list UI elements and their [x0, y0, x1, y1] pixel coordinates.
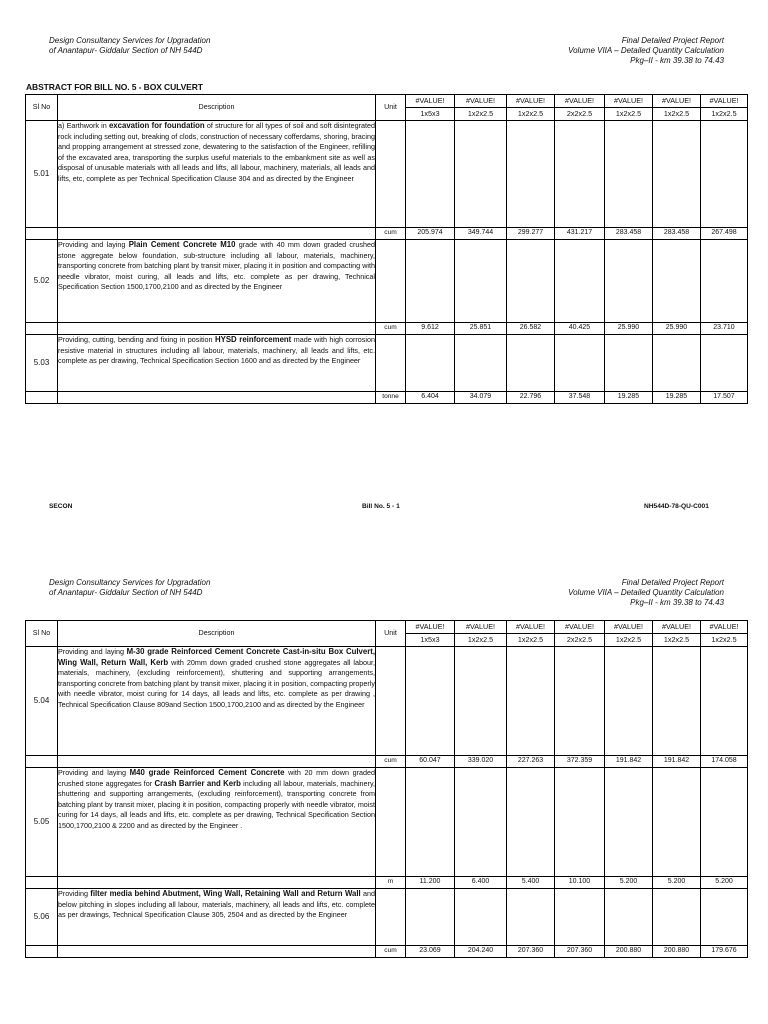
quantity-cell: 19.285 [605, 392, 653, 404]
item-keyword: excavation for foundation [108, 121, 205, 130]
quantity-cell: 5.200 [701, 877, 748, 889]
quantity-row-5-02 [26, 323, 748, 335]
header-project-line2: of Anantapur- Giddalur Section of NH 544D [49, 588, 203, 597]
quantity-row-5-03 [26, 392, 748, 404]
col-header-slno: Sl No [26, 95, 58, 121]
col-header-description: Description [58, 621, 376, 647]
boq-table-page-1 [25, 94, 748, 404]
quantity-cell: 283.458 [605, 228, 653, 240]
header-report-line3: Pkg–II - km 39.38 to 74.43 [630, 598, 724, 607]
quantity-cell: 6.400 [455, 877, 507, 889]
quantity-cell: 40.425 [555, 323, 605, 335]
item-keyword: filter media behind Abutment, Wing Wall, Retaining Wall and Return Wall [90, 889, 361, 898]
col-header-value: #VALUE! [555, 621, 605, 634]
item-keyword-secondary: Crash Barrier and Kerb [154, 778, 241, 788]
quantity-cell: 179.676 [701, 946, 748, 958]
header-project-line1: Design Consultancy Services for Upgradation [49, 36, 211, 45]
col-header-value: #VALUE! [555, 95, 605, 108]
item-keyword: M-30 grade Reinforced Cement Concrete Cast-in-situ Box Culvert, Wing Wall, Return Wall, Kerb [58, 647, 375, 667]
quantity-cell: 25.990 [653, 323, 701, 335]
col-header-size: 2x2x2.5 [555, 634, 605, 647]
quantity-cell: 174.058 [701, 756, 748, 768]
quantity-row-5-06 [26, 946, 748, 958]
abstract-title: ABSTRACT FOR BILL NO. 5 - BOX CULVERT [26, 82, 203, 92]
quantity-cell: 191.842 [605, 756, 653, 768]
col-header-description: Description [58, 95, 376, 121]
col-header-size: 1x5x3 [406, 634, 455, 647]
item-row-5-04 [26, 647, 748, 756]
quantity-cell: 200.880 [653, 946, 701, 958]
quantity-cell: 17.507 [701, 392, 748, 404]
quantity-cell: 339.020 [455, 756, 507, 768]
item-slno: 5.05 [26, 768, 58, 877]
col-header-size: 1x5x3 [406, 108, 455, 121]
quantity-cell: 283.458 [653, 228, 701, 240]
col-header-slno: Sl No [26, 621, 58, 647]
item-unit: cum [376, 946, 406, 958]
quantity-row-5-01 [26, 228, 748, 240]
col-header-size: 1x2x2.5 [507, 108, 555, 121]
quantity-cell: 5.200 [605, 877, 653, 889]
col-header-size: 1x2x2.5 [605, 108, 653, 121]
footer-bill-page: Bill No. 5 - 1 [362, 503, 400, 510]
quantity-cell: 207.360 [555, 946, 605, 958]
quantity-cell: 227.263 [507, 756, 555, 768]
quantity-cell: 22.796 [507, 392, 555, 404]
col-header-unit: Unit [376, 621, 406, 647]
quantity-cell: 299.277 [507, 228, 555, 240]
col-header-size: 2x2x2.5 [555, 108, 605, 121]
col-header-size: 1x2x2.5 [653, 108, 701, 121]
item-slno: 5.03 [26, 335, 58, 392]
quantity-cell: 25.851 [455, 323, 507, 335]
quantity-cell: 204.240 [455, 946, 507, 958]
item-description: Providing and laying M40 grade Reinforced Cement Concrete with 20 mm down graded crushed stone aggregates for Crash Barrier and Kerb including all labour, materials, machinery, shuttering and supporting arrangements, (excluding reinforcement), transporting concrete from batching plant by transit mixer, placing it in position, compacting properly with needle vibrator, moist curing for 14 days, all leads and lifts, etc. complete as per drawing, Technical Specification Section 1500,1700,2100 & 2200 and as directed by the Engineer . [58, 768, 376, 877]
col-header-unit: Unit [376, 95, 406, 121]
header-report-line1: Final Detailed Project Report [621, 36, 724, 45]
item-unit: cum [376, 228, 406, 240]
item-keyword: M40 grade Reinforced Cement Concrete [129, 768, 285, 777]
header-project-line2: of Anantapur- Giddalur Section of NH 544D [49, 46, 203, 55]
quantity-cell: 25.990 [605, 323, 653, 335]
col-header-value: #VALUE! [701, 95, 748, 108]
quantity-cell: 205.974 [406, 228, 455, 240]
item-unit: m [376, 877, 406, 889]
col-header-size: 1x2x2.5 [701, 634, 748, 647]
boq-table-page-2 [25, 620, 748, 958]
item-slno: 5.01 [26, 121, 58, 228]
header-left [49, 578, 210, 598]
quantity-cell: 10.100 [555, 877, 605, 889]
col-header-value: #VALUE! [406, 621, 455, 634]
item-description: Providing, cutting, bending and fixing in position HYSD reinforcement made with high corrosion resistive material in structures including all labour, materials, machinery, all leads and lifts, etc. complete as per drawing, Technical Specification Section 1600 and as directed by the Engineer [58, 335, 376, 392]
quantity-cell: 207.360 [507, 946, 555, 958]
quantity-cell: 9.612 [406, 323, 455, 335]
item-unit: cum [376, 323, 406, 335]
col-header-size: 1x2x2.5 [455, 108, 507, 121]
header-right [568, 578, 724, 608]
item-row-5-05 [26, 768, 748, 877]
quantity-cell: 19.285 [653, 392, 701, 404]
quantity-row-5-04 [26, 756, 748, 768]
item-unit: tonne [376, 392, 406, 404]
item-row-5-03 [26, 335, 748, 392]
col-header-value: #VALUE! [653, 621, 701, 634]
col-header-value: #VALUE! [406, 95, 455, 108]
quantity-cell: 23.710 [701, 323, 748, 335]
col-header-value: #VALUE! [653, 95, 701, 108]
item-keyword: Plain Cement Concrete M10 [128, 240, 236, 249]
col-header-size: 1x2x2.5 [653, 634, 701, 647]
item-description: Providing filter media behind Abutment, Wing Wall, Retaining Wall and Return Wall and below pitching in slopes including all labour, materials, machinery, all leads and lifts, etc. complete as per drawings, Technical Specification Clause 305, 2504 and as directed by the Engineer [58, 889, 376, 946]
quantity-cell: 23.069 [406, 946, 455, 958]
item-keyword: HYSD reinforcement [215, 335, 292, 344]
quantity-cell: 372.359 [555, 756, 605, 768]
header-right [568, 36, 724, 66]
quantity-row-5-05 [26, 877, 748, 889]
quantity-cell: 11.200 [406, 877, 455, 889]
col-header-size: 1x2x2.5 [455, 634, 507, 647]
header-report-line1: Final Detailed Project Report [621, 578, 724, 587]
quantity-cell: 200.880 [605, 946, 653, 958]
item-slno: 5.02 [26, 240, 58, 323]
col-header-value: #VALUE! [701, 621, 748, 634]
item-unit: cum [376, 756, 406, 768]
header-report-line2: Volume VIIA – Detailed Quantity Calculation [568, 588, 724, 597]
footer-doc-code: NH544D-78-QU-C001 [644, 503, 709, 510]
header-report-line3: Pkg–II - km 39.38 to 74.43 [630, 56, 724, 65]
quantity-cell: 191.842 [653, 756, 701, 768]
item-slno: 5.04 [26, 647, 58, 756]
quantity-cell: 5.200 [653, 877, 701, 889]
footer-company: SECON [49, 503, 73, 510]
item-description: Providing and laying M-30 grade Reinforced Cement Concrete Cast-in-situ Box Culvert, Wing Wall, Return Wall, Kerb with 20mm down graded crushed stone aggregates all labour, materials, machinery, (excluding reinforcement), shuttering and supporting arrangements, transporting concrete from batching plant by transit mixer, placing it in position, compacting properly with needle vibrator, moist curing for 14 days, all leads and lifts, etc. complete as per drawing , Technical Specification Clause 809and Section 1500,1700,2100 and as directed by the Engineer [58, 647, 376, 756]
col-header-value: #VALUE! [605, 95, 653, 108]
col-header-value: #VALUE! [507, 95, 555, 108]
quantity-cell: 349.744 [455, 228, 507, 240]
quantity-cell: 6.404 [406, 392, 455, 404]
header-left [49, 36, 210, 56]
col-header-size: 1x2x2.5 [605, 634, 653, 647]
col-header-value: #VALUE! [455, 621, 507, 634]
col-header-size: 1x2x2.5 [701, 108, 748, 121]
item-description: Providing and laying Plain Cement Concrete M10 grade with 40 mm down graded crushed stone aggregate below foundation, sub-structure including all labour, materials, machinery, transporting concrete from batching plant by transit mixer, placing it in position and compacting with needle vibrator, moist curing, all leads and lifts, etc. complete as per drawing, Technical Specification Section 1500,1700,2100 and as directed by the Engineer [58, 240, 376, 323]
quantity-cell: 5.400 [507, 877, 555, 889]
item-slno: 5.06 [26, 889, 58, 946]
col-header-value: #VALUE! [507, 621, 555, 634]
quantity-cell: 267.498 [701, 228, 748, 240]
quantity-cell: 26.582 [507, 323, 555, 335]
item-description: a) Earthwork in excavation for foundation of structure for all types of soil and soft disintegrated rock including setting out, breaking of clods, construction of necessary cofferdams, shoring, bracing and propping arrangement at stressed zone, dewatering to the satisfaction of the Engineer, refilling of the excavated area, transporting the surplus useful materials to the embankment site as well as disposal of unusable materials with all leads and lifts, all labour, machinery, materials, all leads and lifts, etc, complete as per Technical Specification Clause 304 and as directed by the Engineer [58, 121, 376, 228]
quantity-cell: 431.217 [555, 228, 605, 240]
item-row-5-01 [26, 121, 748, 228]
item-row-5-06 [26, 889, 748, 946]
col-header-value: #VALUE! [605, 621, 653, 634]
quantity-cell: 60.047 [406, 756, 455, 768]
header-report-line2: Volume VIIA – Detailed Quantity Calculation [568, 46, 724, 55]
col-header-value: #VALUE! [455, 95, 507, 108]
item-row-5-02 [26, 240, 748, 323]
quantity-cell: 37.548 [555, 392, 605, 404]
header-project-line1: Design Consultancy Services for Upgradation [49, 578, 211, 587]
col-header-size: 1x2x2.5 [507, 634, 555, 647]
quantity-cell: 34.079 [455, 392, 507, 404]
